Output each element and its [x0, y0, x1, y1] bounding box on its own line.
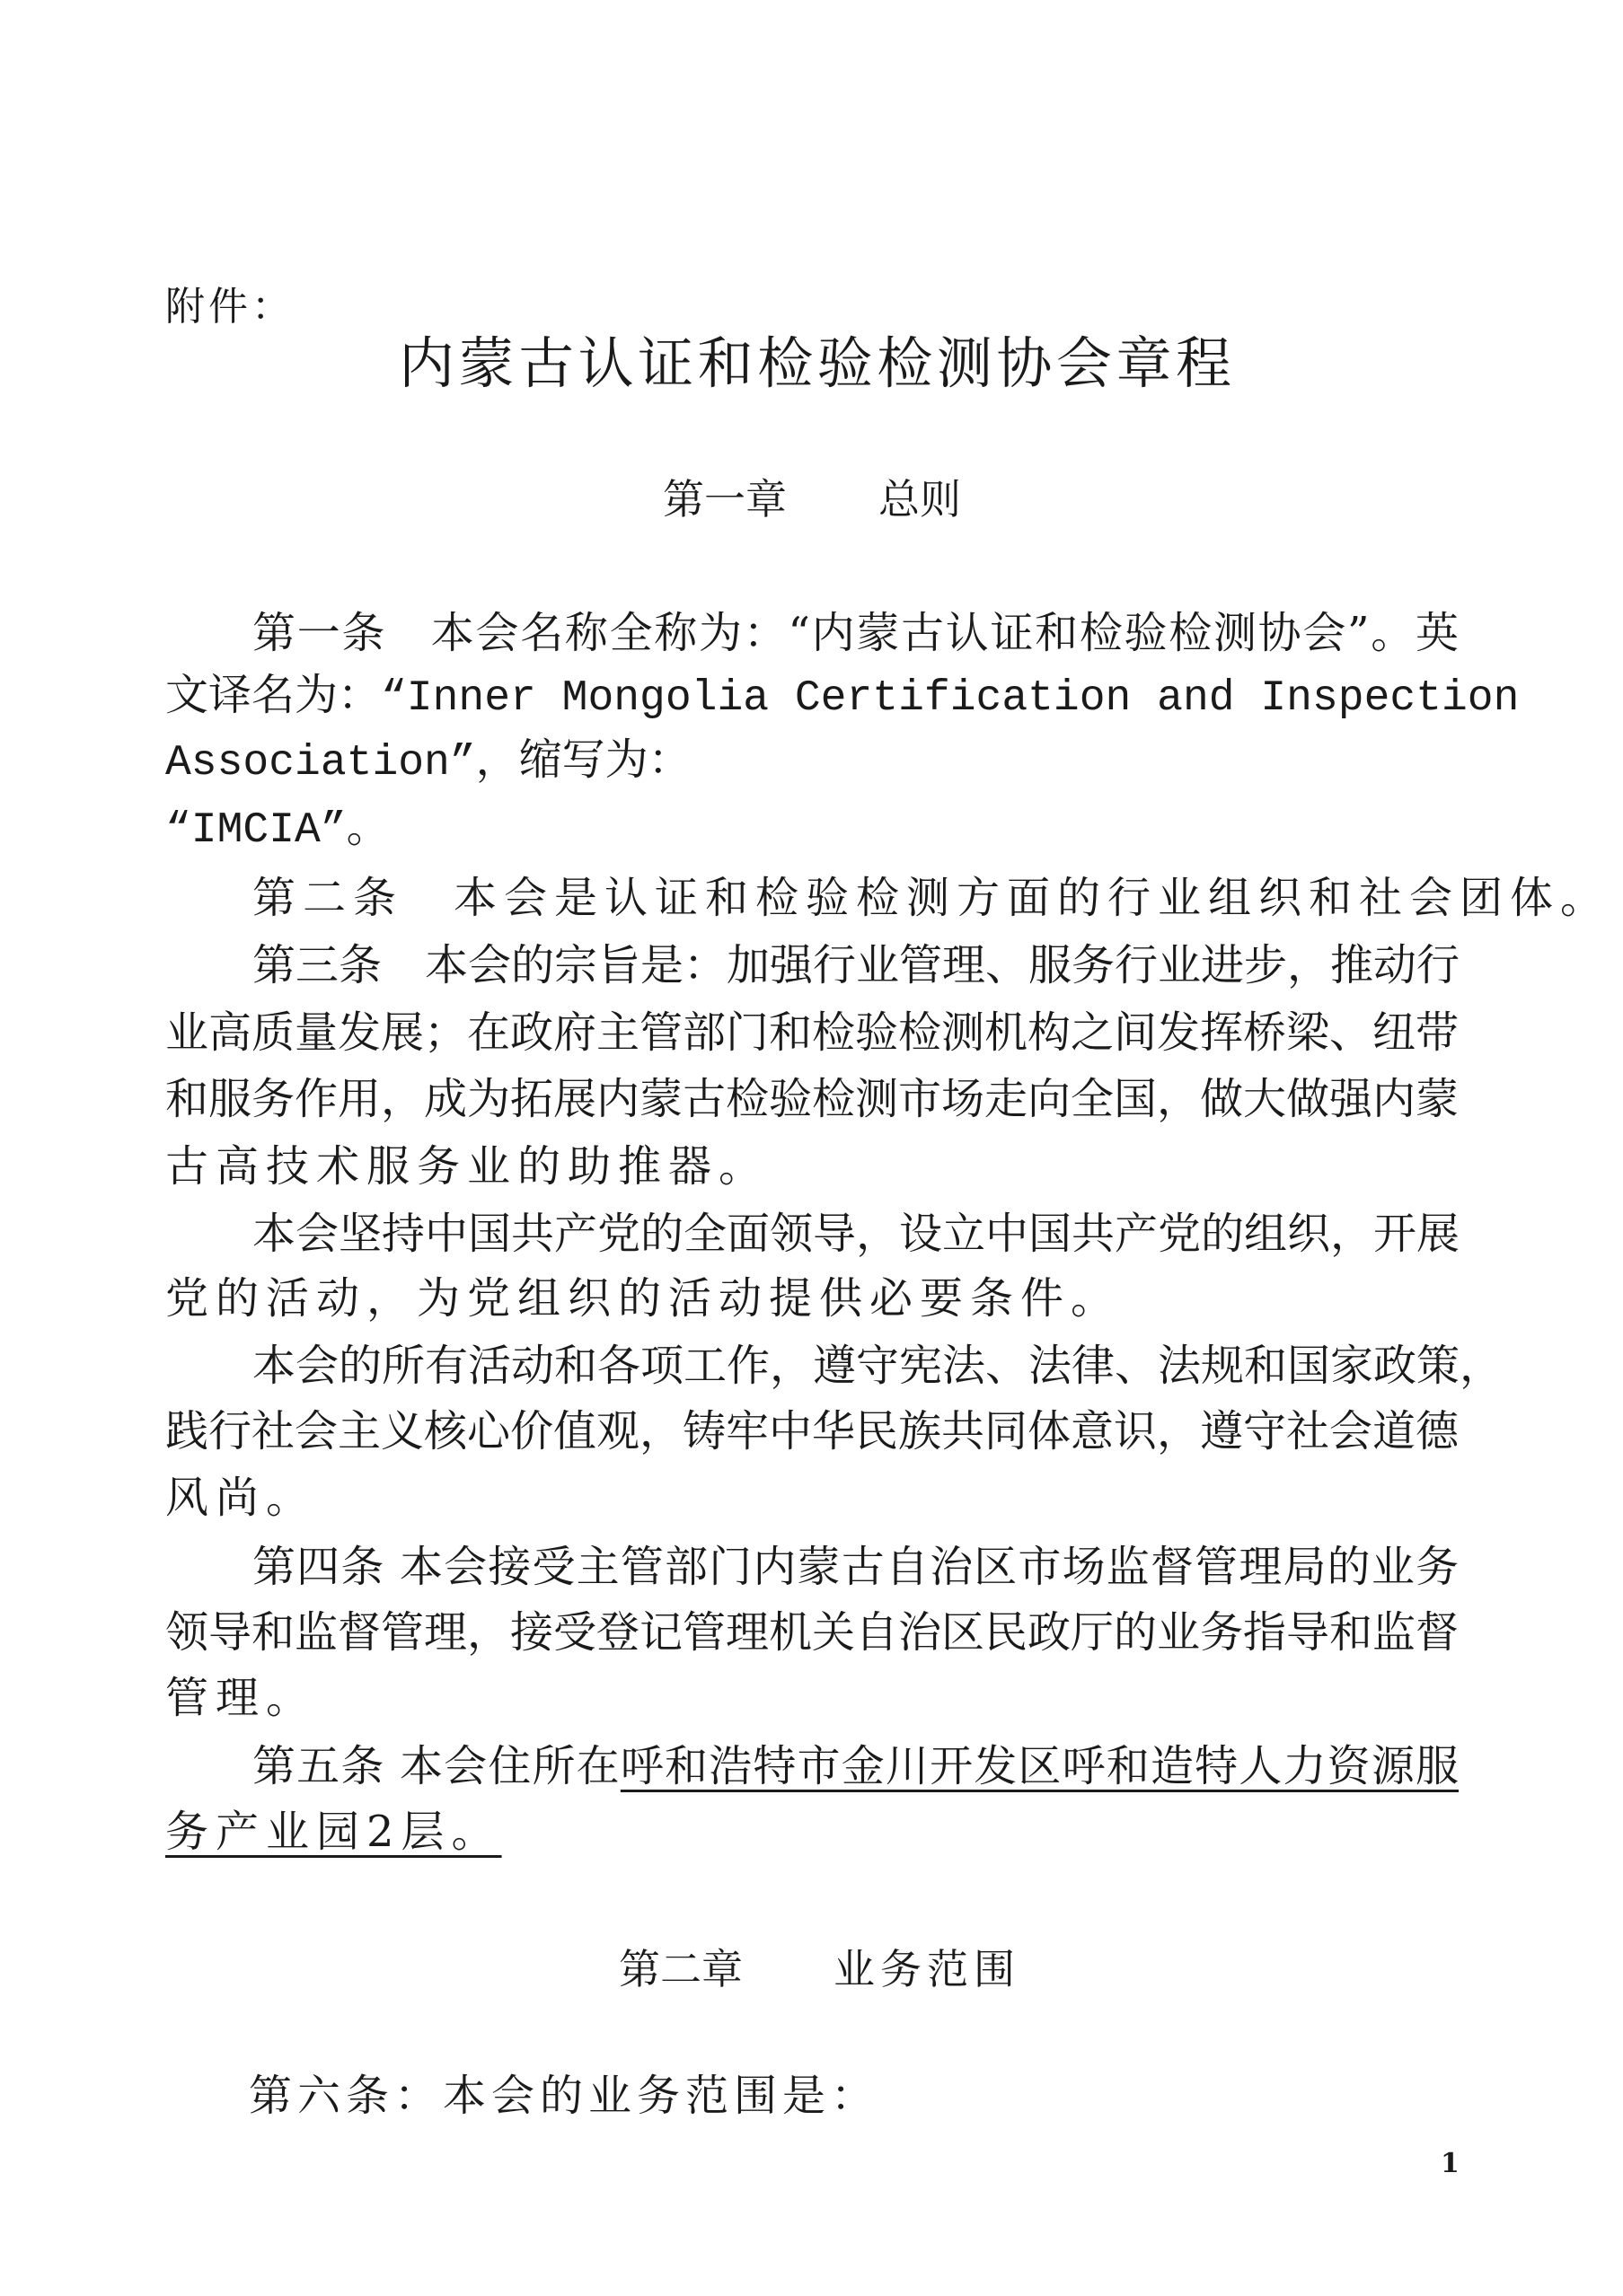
chapter-2-name: 业务范围	[834, 1945, 1020, 1993]
document-title: 内蒙古认证和检验检测协会章程	[399, 330, 1231, 396]
article-5-line-2	[165, 1800, 502, 1863]
article-5-prefix: 第五条 本会住所在	[252, 1741, 621, 1791]
compliance-paragraph-line-3: 风尚。	[165, 1473, 317, 1523]
article-1-line-4: “IMCIA”。	[165, 806, 390, 855]
article-3-line-2: 业高质量发展；在政府主管部门和检验检测机构之间发挥桥梁、纽带	[165, 1007, 1460, 1058]
chapter-1-name: 总则	[878, 475, 961, 523]
page-number: 1	[1441, 2148, 1460, 2179]
attachment-label: 附件：	[165, 284, 295, 330]
article-1-line-2: 文译名为：“Inner Mongolia Certification and Inspection	[165, 674, 1520, 723]
article-1-line-3: Association”，缩写为：	[165, 739, 692, 787]
article-3-line-3: 和服务作用，成为拓展内蒙古检验检测市场走向全国，做大做强内蒙	[165, 1074, 1460, 1124]
article-1-line-1: 第一条 本会名称全称为：“内蒙古认证和检验检测协会”。英	[252, 608, 1459, 658]
article-4-line-2: 领导和监督管理，接受登记管理机关自治区民政厅的业务指导和监督	[165, 1607, 1460, 1658]
address-underlined-1: 呼和浩特市金川开发区呼和造特人力资源服	[620, 1741, 1459, 1791]
article-5-line-1	[252, 1735, 1459, 1798]
address-underlined-2: 务产业园2层。	[165, 1807, 502, 1857]
article-4-line-3: 管理。	[165, 1673, 317, 1723]
chapter-2-number: 第二章	[619, 1945, 743, 1993]
chapter-1-number: 第一章	[663, 475, 787, 523]
party-paragraph-line-2: 党的活动，为党组织的活动提供必要条件。	[165, 1273, 1122, 1324]
article-4-line-1: 第四条 本会接受主管部门内蒙古自治区市场监督管理局的业务	[252, 1542, 1459, 1592]
compliance-paragraph-line-2: 践行社会主义核心价值观，铸牢中华民族共同体意识，遵守社会道德	[165, 1406, 1460, 1456]
article-3-line-1: 第三条 本会的宗旨是：加强行业管理、服务行业进步，推动行	[252, 940, 1460, 990]
article-3-line-4: 古高技术服务业的助推器。	[165, 1141, 770, 1192]
article-2: 第二条 本会是认证和检验检测方面的行业组织和社会团体。	[252, 873, 1611, 923]
article-6: 第六条：本会的业务范围是：	[249, 2071, 880, 2121]
compliance-paragraph-line-1: 本会的所有活动和各项工作，遵守宪法、法律、法规和国家政策，	[252, 1341, 1504, 1391]
party-paragraph-line-1: 本会坚持中国共产党的全面领导，设立中国共产党的组织，开展	[252, 1209, 1460, 1259]
